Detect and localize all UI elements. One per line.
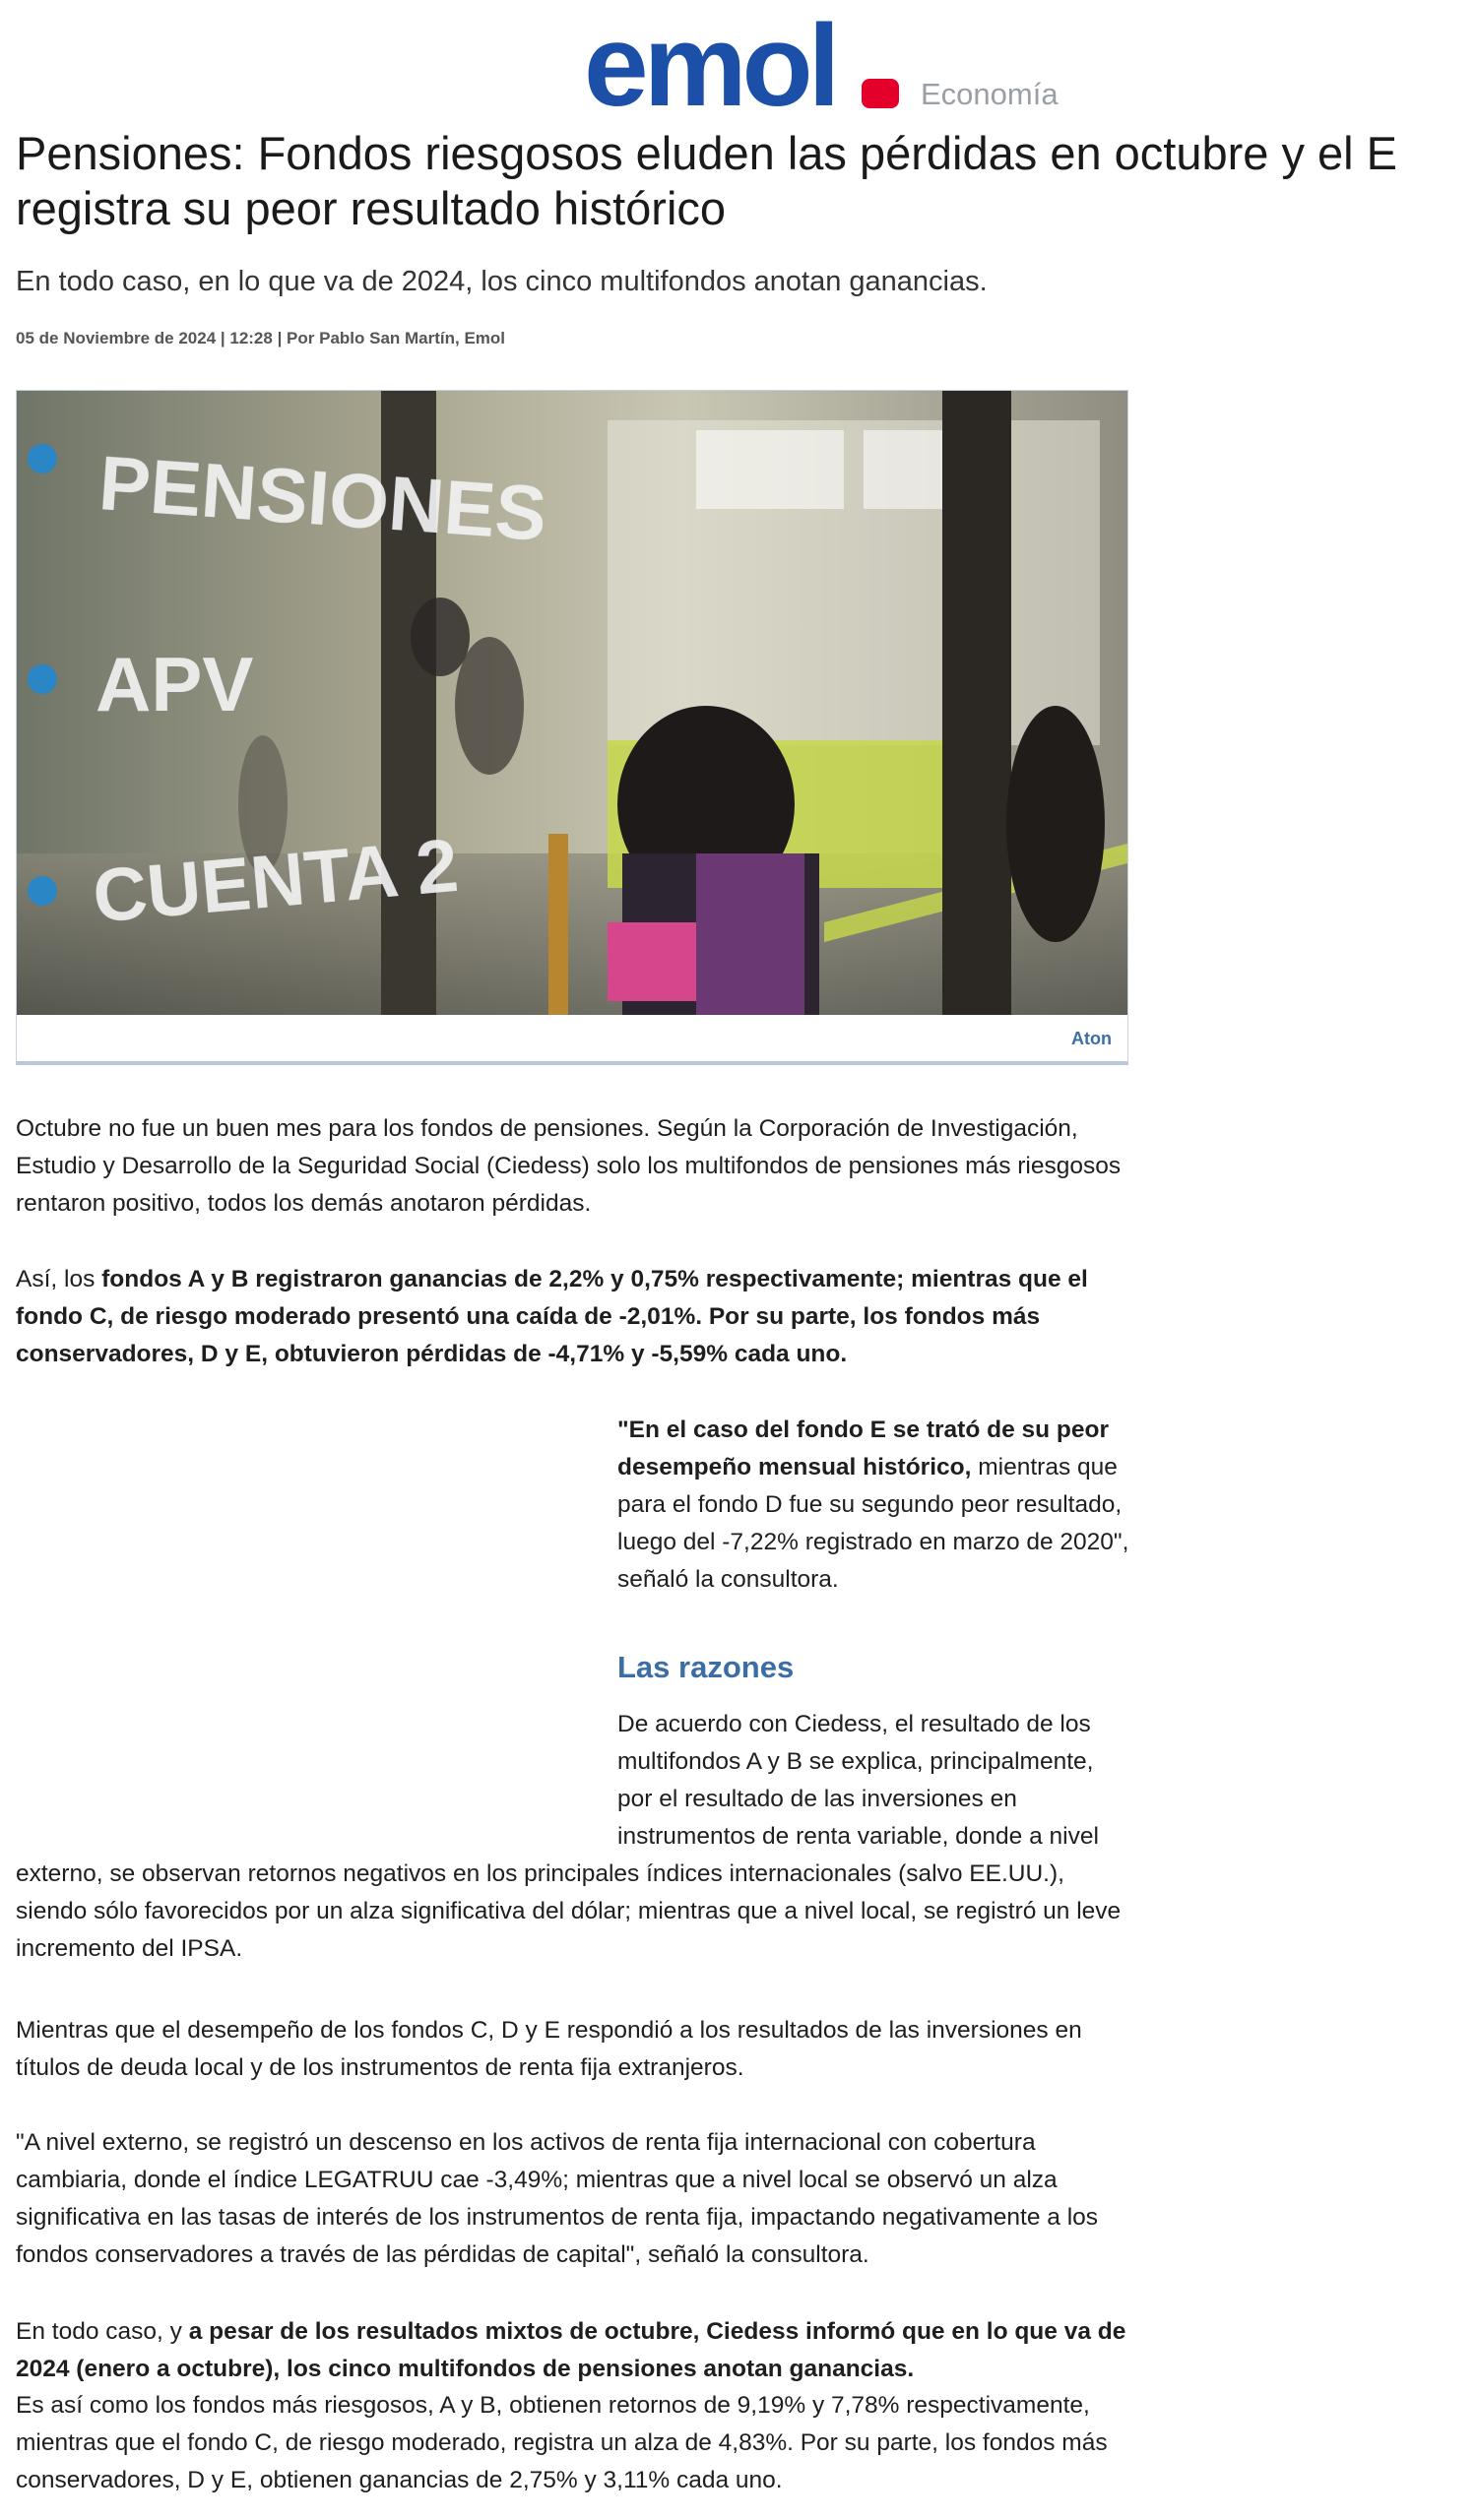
paragraph-6 (16, 2313, 1128, 2388)
paragraph-3: De acuerdo con Ciedess, el resultado de los multifondos A y B se explica, principalmente, por el resultado de las inversiones en instrumentos de renta variable, donde a nivel externo, se observan retornos negativos en los principales índices internacionales (salvo EE.UU.), siendo sólo favorecidos por un alza significativa del dólar; mientras que a nivel local, se registró un leve incremento del IPSA. (16, 1711, 1122, 1962)
section-heading-razones: Las razones (617, 1650, 795, 1684)
section-link-economia[interactable]: Economía (921, 77, 1059, 111)
article-byline: 05 de Noviembre de 2024 | 12:28 | Por Pablo San Martín, Emol (16, 329, 506, 347)
logo-dot (862, 79, 899, 108)
paragraph-6-bold: a pesar de los resultados mixtos de octubre, Ciedess informó que en lo que va de 2024 (enero a octubre), los cinco multifondos de pensiones anotan ganancias. (16, 2318, 1126, 2382)
paragraph-7: Es así como los fondos más riesgosos, A y B, obtienen retornos de 9,19% y 7,78% respectivamente, mientras que el fondo C, de riesgo moderado, registra un alza de 4,83%. Por su parte, los fondos más conservadores, D y E, obtienen ganancias de 2,75% y 3,11% cada uno. (16, 2392, 1108, 2493)
paragraph-2-bold: fondos A y B registraron ganancias de 2,2% y 0,75% respectivamente; mientras que el fondo C, de riesgo moderado presentó una caída de -2,01%. Por su parte, los fondos más conservadores, D y E, obtuvieron pérdidas de -4,71% y -5,59% cada uno. (16, 1266, 1088, 1367)
paragraph-6-lead: En todo caso, y (16, 2318, 189, 2345)
paragraph-2 (16, 1261, 1128, 1373)
paragraph-3-wrap (16, 1706, 1128, 1968)
article-title: Pensiones: Fondos riesgosos eluden las pérdidas en octubre y el E registra su peor resultado histórico (16, 127, 1398, 234)
article-photo[interactable] (17, 391, 1127, 1015)
article-figure (16, 390, 1128, 1065)
logo-wordmark: emol (584, 1, 836, 131)
glass-text-apv: APV (96, 641, 254, 727)
paragraph-2-lead: Así, los (16, 1266, 102, 1292)
paragraph-5: "A nivel externo, se registró un descenso en los activos de renta fija internacional con cobertura cambiaria, donde el índice LEGATRUU cae -3,49%; mientras que a nivel local se observó un alza significativa en las tasas de interés de los instrumentos de renta fija, impactando negativamente a los fondos conservadores a través de las pérdidas de capital", señaló la consultora. (16, 2129, 1099, 2268)
glass-door-frame-right (942, 391, 1011, 1015)
photo-credit: Aton (1071, 1029, 1112, 1048)
glass-text-cuenta2: CUENTA 2 (90, 823, 462, 939)
pull-quote-bold: "En el caso del fondo E se trató de su peor desempeño mensual histórico, (617, 1417, 1109, 1480)
pull-quote-rest: mientras que para el fondo D fue su segundo peor resultado, luego del -7,22% registrado en marzo de 2020", señaló la consultora. (617, 1454, 1129, 1593)
paragraph-1: Octubre no fue un buen mes para los fondos de pensiones. Según la Corporación de Investigación, Estudio y Desarrollo de la Seguridad Social (Ciedess) solo los multifondos de pensiones más riesgosos rentaron positivo, todos los demás anotaron pérdidas. (16, 1115, 1122, 1217)
site-header (0, 0, 1477, 131)
glass-text-pensiones: PENSIONES (96, 439, 549, 557)
pull-quote (617, 1412, 1129, 1599)
article-subtitle: En todo caso, en lo que va de 2024, los cinco multifondos anotan ganancias. (16, 266, 988, 297)
paragraph-4: Mientras que el desempeño de los fondos C, D y E respondió a los resultados de las inversiones en títulos de deuda local y de los instrumentos de renta fija extranjeros. (16, 2017, 1082, 2081)
